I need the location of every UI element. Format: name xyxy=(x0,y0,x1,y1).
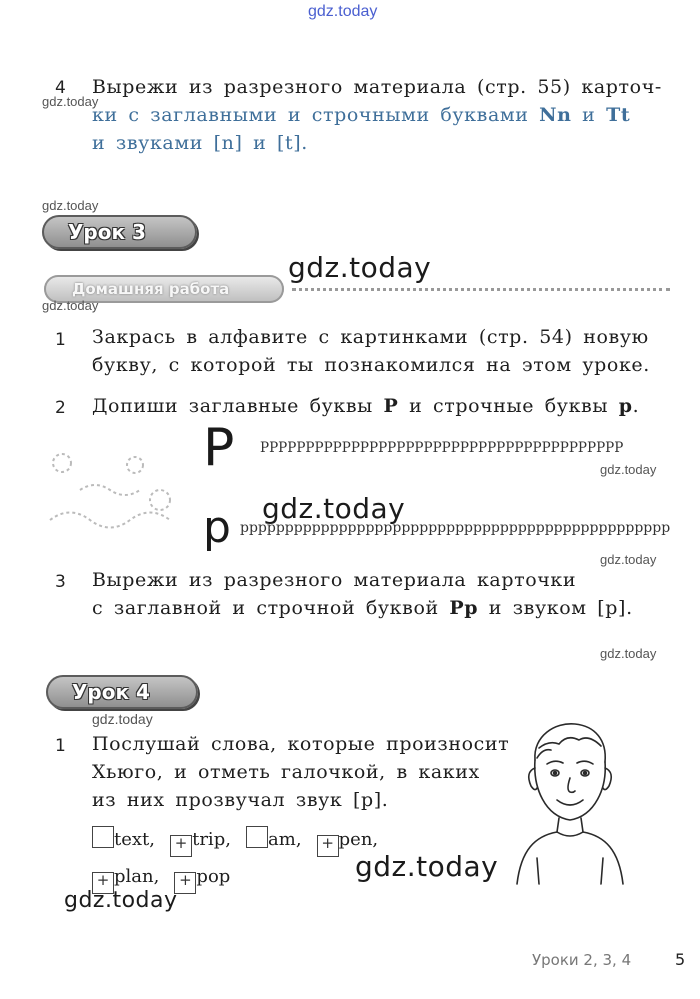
checkbox[interactable]: + xyxy=(174,872,196,894)
checkbox[interactable] xyxy=(246,826,268,848)
task3-letters: Pp xyxy=(449,597,479,619)
answer-options-row1 xyxy=(92,826,388,857)
checkbox[interactable] xyxy=(92,826,114,848)
lesson3-task2-text xyxy=(92,395,639,417)
lesson3-task1-line2: букву, с которой ты познакомился на этом уроке. xyxy=(92,354,650,376)
task4-letters-t: Tt xyxy=(606,104,631,126)
watermark-big: gdz.today xyxy=(64,888,178,913)
option-plan xyxy=(92,866,159,887)
letter-row-lower: pppppppppppppppppppppppppppppppppppppppppppppppp xyxy=(240,520,670,536)
option-word: text, xyxy=(114,829,155,850)
option-pop xyxy=(174,866,230,887)
option-word: am, xyxy=(268,829,302,850)
watermark-small: gdz.today xyxy=(42,298,99,313)
task4-line2-text: ки с заглавными и строчными буквами xyxy=(92,104,540,126)
option-text xyxy=(92,829,155,850)
task4-line2 xyxy=(92,104,630,126)
task4-letters-n: Nn xyxy=(539,104,572,126)
option-am xyxy=(246,829,302,850)
watermark-small: gdz.today xyxy=(92,711,153,727)
task-number: 1 xyxy=(55,736,66,756)
lesson4-task1-line3: из них прозвучал звук [p]. xyxy=(92,789,389,811)
letter-row-upper: PPPPPPPPPPPPPPPPPPPPPPPPPPPPPPPPPPPPPPPP xyxy=(260,440,624,456)
option-word: pop xyxy=(196,866,231,887)
task4-line3: и звуками [n] и [t]. xyxy=(92,132,308,154)
task-number: 3 xyxy=(55,572,66,592)
checkbox[interactable]: + xyxy=(92,872,114,894)
task4-line1: Вырежи из разрезного материала (стр. 55) карточ- xyxy=(92,76,662,98)
watermark-big: gdz.today xyxy=(288,251,432,284)
big-letter-lower: p xyxy=(203,502,231,553)
watermark-big: gdz.today xyxy=(262,492,406,525)
task2-letter-lower: p xyxy=(618,395,633,417)
footer-section-label: Уроки 2, 3, 4 xyxy=(532,951,632,969)
task-number: 2 xyxy=(55,398,66,418)
watermark-small: gdz.today xyxy=(42,198,99,213)
faded-illustration-icon xyxy=(40,445,190,535)
page-number: 5 xyxy=(675,950,686,969)
lesson4-task1-line1: Послушай слова, которые произносит xyxy=(92,733,510,755)
big-letter-upper: P xyxy=(203,418,235,478)
lesson3-task3-line1: Вырежи из разрезного материала карточки xyxy=(92,569,577,591)
lesson3-task3-line2 xyxy=(92,597,633,619)
watermark-small: gdz.today xyxy=(600,646,657,661)
task2-text-mid: и строчные буквы xyxy=(398,395,619,417)
boy-illustration-icon xyxy=(515,718,625,886)
task-number: 4 xyxy=(55,78,66,98)
watermark-small: gdz.today xyxy=(600,552,657,567)
checkbox[interactable]: + xyxy=(317,835,339,857)
watermark-small: gdz.today xyxy=(600,462,657,477)
task2-text-pre: Допиши заглавные буквы xyxy=(92,395,384,417)
task2-letter-upper: P xyxy=(383,395,399,417)
lesson4-task1-line2: Хьюго, и отметь галочкой, в каких xyxy=(92,761,480,783)
task4-line2-and: и xyxy=(571,104,607,126)
option-word: trip, xyxy=(192,829,231,850)
watermark-small: gdz.today xyxy=(42,94,99,109)
watermark-top: gdz.today xyxy=(308,3,378,20)
task3-text-post: и звуком [p]. xyxy=(478,597,633,619)
watermark-big: gdz.today xyxy=(355,850,499,883)
lesson3-title: Урок 3 xyxy=(42,215,197,249)
task3-text-pre: с заглавной и строчной буквой xyxy=(92,597,450,619)
lesson4-title: Урок 4 xyxy=(46,675,198,709)
checkbox[interactable]: + xyxy=(170,835,192,857)
task2-text-post: . xyxy=(632,395,640,417)
decorative-dots-icon xyxy=(292,288,670,291)
option-word: pen, xyxy=(338,829,379,850)
lesson3-task1-line1: Закрась в алфавите с картинками (стр. 54) новую xyxy=(92,326,649,348)
option-trip xyxy=(170,829,231,850)
task-number: 1 xyxy=(55,330,66,350)
option-pen xyxy=(317,829,379,850)
option-word: plan, xyxy=(114,866,160,887)
homework-label: Домашняя работа xyxy=(44,275,284,303)
